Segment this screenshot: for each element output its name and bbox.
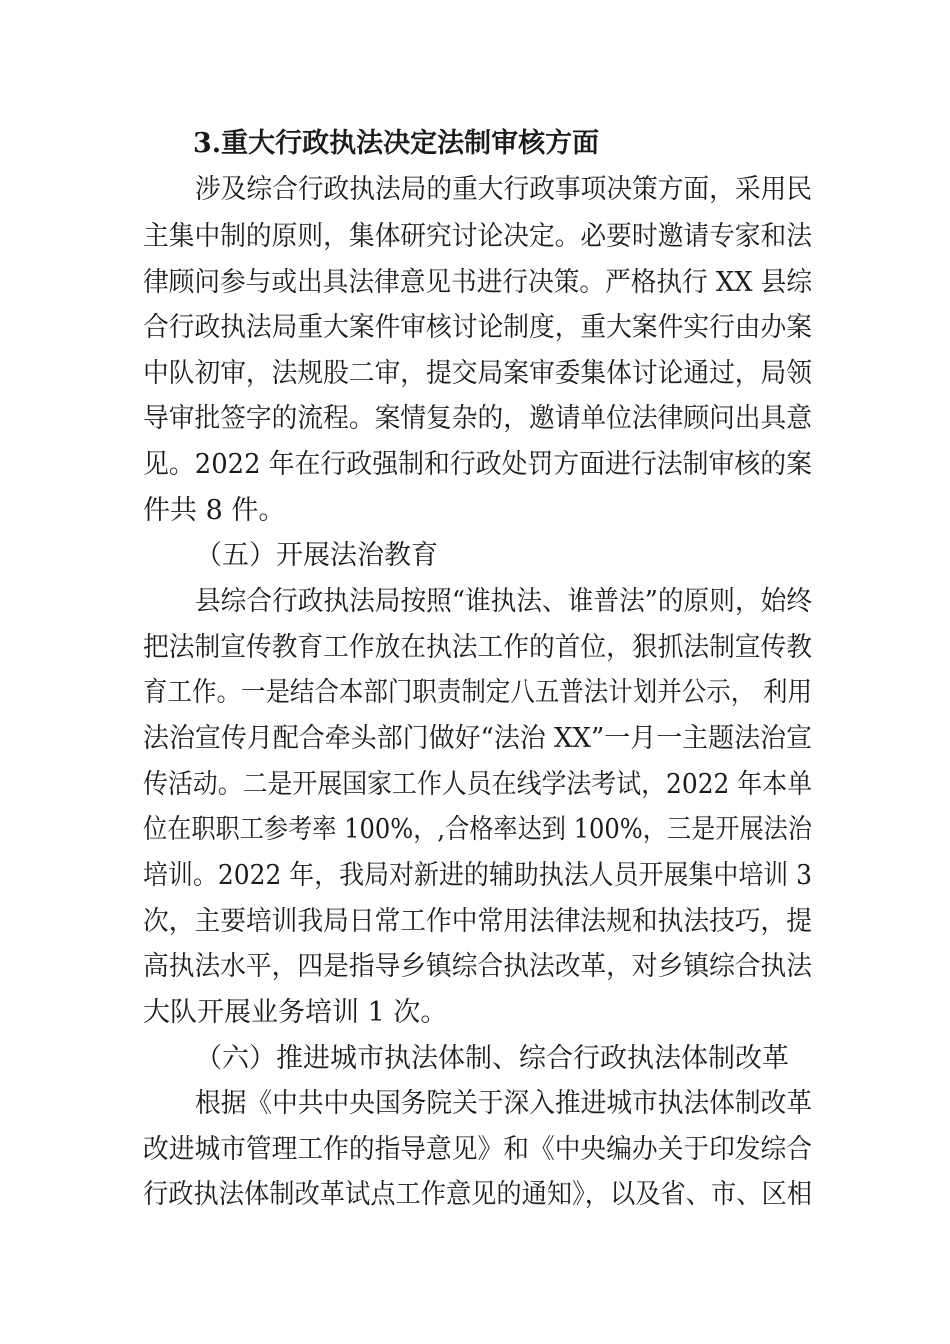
section-3-heading: 3.重大行政执法决定法制审核方面 <box>193 128 600 159</box>
paragraph-text: 大队开展业务培训 1 次。 <box>143 997 448 1028</box>
paragraph-line <box>0 442 950 488</box>
paragraph-line <box>0 488 950 534</box>
paragraph-line <box>0 305 950 351</box>
paragraph-text: 见。2022 年在行政强制和行政处罚方面进行法制审核的案 <box>143 449 812 480</box>
paragraph-text: 律顾问参与或出具法律意见书进行决策。严格执行 XX 县综 <box>143 267 812 298</box>
section-3-heading-line <box>0 121 950 167</box>
paragraph-text: 改进城市管理工作的指导意见》和《中央编办关于印发综合 <box>143 1134 813 1165</box>
section-6-heading-line <box>0 1036 950 1082</box>
paragraph-text: 行政执法体制改革试点工作意见的通知》，以及省、市、区相 <box>143 1179 812 1210</box>
paragraph-line <box>0 351 950 397</box>
paragraph-line <box>0 214 950 260</box>
paragraph-text: 导审批签字的流程。案情复杂的，邀请单位法律顾问出具意 <box>143 403 813 434</box>
paragraph-text: 育工作。一是结合本部门职责制定八五普法计划并公示， 利用 <box>143 677 812 708</box>
paragraph-line <box>0 396 950 442</box>
section-6-heading: （六）推进城市执法体制、综合行政执法体制改革 <box>195 1043 789 1074</box>
paragraph-text: 高执法水平，四是指导乡镇综合执法改革，对乡镇综合执法 <box>143 951 813 982</box>
paragraph-text: 根据《中共中央国务院关于深入推进城市执法体制改革 <box>195 1088 813 1119</box>
paragraph-line <box>0 762 950 808</box>
paragraph-text: 县综合行政执法局按照“谁执法、谁普法”的原则，始终 <box>195 586 813 617</box>
paragraph-line <box>0 1172 950 1218</box>
paragraph-line <box>0 990 950 1036</box>
paragraph-line <box>0 1127 950 1173</box>
paragraph-text: 法治宣传月配合牵头部门做好“法治 XX”一月一主题法治宣 <box>143 723 812 754</box>
paragraph-text: 主集中制的原则，集体研究讨论决定。必要时邀请专家和法 <box>143 221 813 252</box>
paragraph-line <box>0 625 950 671</box>
paragraph-line <box>0 716 950 762</box>
paragraph-line <box>0 670 950 716</box>
paragraph-line <box>0 944 950 990</box>
paragraph-text: 合行政执法局重大案件审核讨论制度，重大案件实行由办案 <box>143 312 813 343</box>
paragraph-text: 培训。2022 年，我局对新进的辅助执法人员开展集中培训 3 <box>143 860 813 891</box>
paragraph-line <box>0 807 950 853</box>
paragraph-text: 把法制宣传教育工作放在执法工作的首位，狠抓法制宣传教 <box>143 632 813 663</box>
paragraph-line <box>0 853 950 899</box>
paragraph-text: 次，主要培训我局日常工作中常用法律法规和执法技巧，提 <box>143 906 813 937</box>
paragraph-line <box>0 167 950 213</box>
paragraph-text: 位在职职工参考率 100%，,合格率达到 100%，三是开展法治 <box>143 814 812 845</box>
section-5-heading-line <box>0 533 950 579</box>
paragraph-text: 件共 8 件。 <box>143 495 286 526</box>
paragraph-line <box>0 1081 950 1127</box>
section-5-heading: （五）开展法治教育 <box>195 540 438 571</box>
paragraph-text: 涉及综合行政执法局的重大行政事项决策方面，采用民 <box>195 174 813 205</box>
paragraph-text: 传活动。二是开展国家工作人员在线学法考试，2022 年本单 <box>143 769 813 800</box>
paragraph-line <box>0 260 950 306</box>
paragraph-line <box>0 899 950 945</box>
paragraph-text: 中队初审，法规股二审，提交局案审委集体讨论通过，局领 <box>143 358 813 389</box>
paragraph-line <box>0 579 950 625</box>
